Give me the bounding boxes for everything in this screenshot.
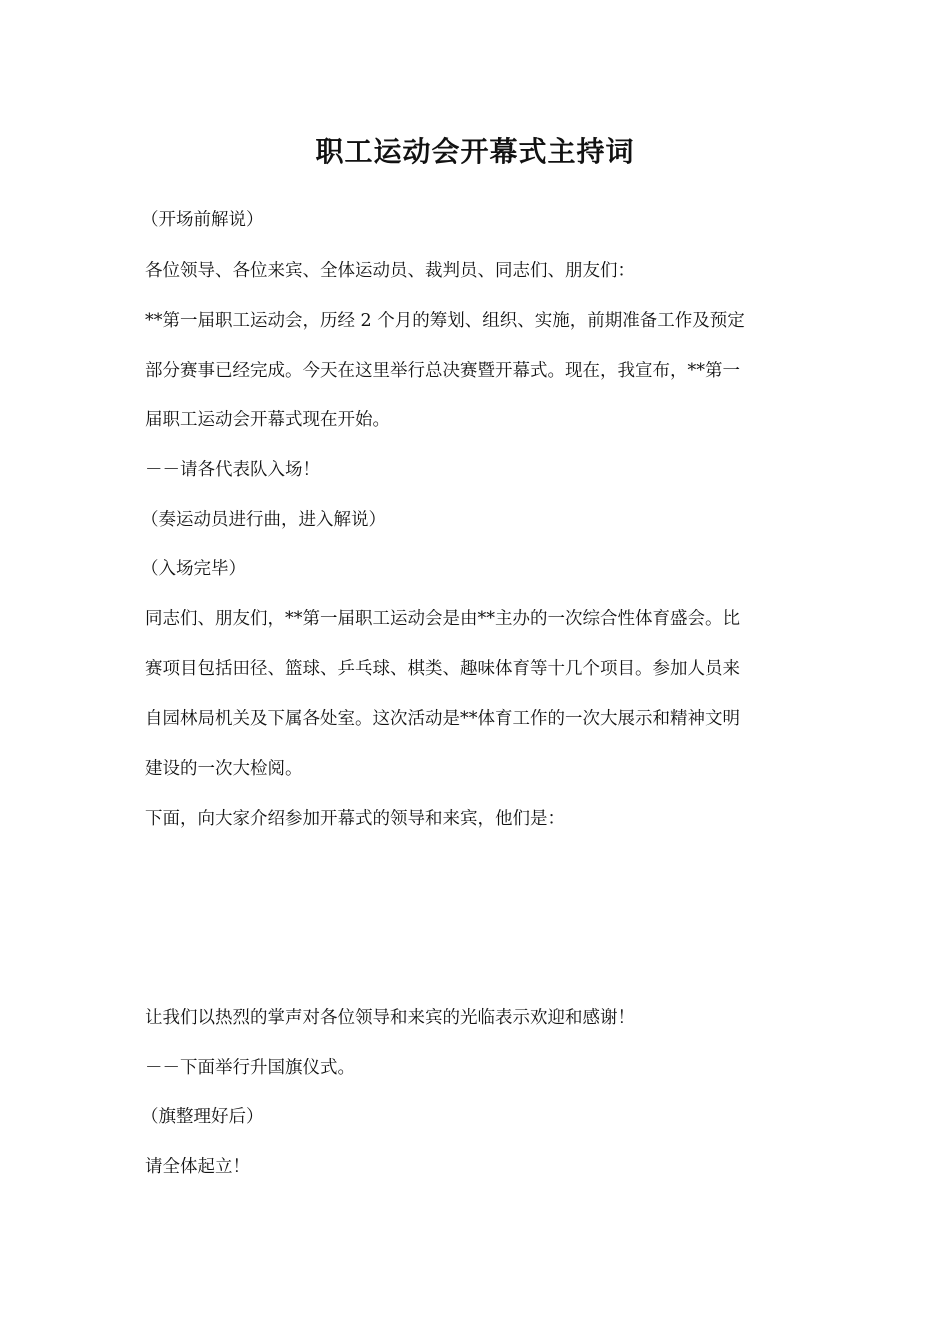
- paragraph-line: －－下面举行升国旗仪式。: [145, 1058, 355, 1078]
- paragraph-line: **第一届职工运动会，历经 2 个月的筹划、组织、实施，前期准备工作及预定: [145, 311, 745, 331]
- paragraph-line: 部分赛事已经完成。今天在这里举行总决赛暨开幕式。现在，我宣布，**第一: [145, 361, 740, 381]
- paragraph-line: 届职工运动会开幕式现在开始。: [145, 410, 390, 430]
- document-title: 职工运动会开幕式主持词: [315, 135, 635, 168]
- paragraph-line: 下面，向大家介绍参加开幕式的领导和来宾，他们是：: [145, 809, 565, 829]
- stage-direction: （奏运动员进行曲，进入解说）: [141, 510, 386, 530]
- paragraph-line: －－请各代表队入场！: [145, 460, 320, 480]
- stage-direction: （入场完毕）: [141, 559, 246, 579]
- paragraph-line: 让我们以热烈的掌声对各位领导和来宾的光临表示欢迎和感谢！: [145, 1008, 635, 1028]
- stage-direction: （旗整理好后）: [141, 1107, 264, 1127]
- paragraph-line: 各位领导、各位来宾、全体运动员、裁判员、同志们、朋友们：: [145, 261, 635, 281]
- paragraph-line: 建设的一次大检阅。: [145, 759, 303, 779]
- paragraph-line: 请全体起立！: [145, 1157, 250, 1177]
- paragraph-line: 同志们、朋友们，**第一届职工运动会是由**主办的一次综合性体育盛会。比: [145, 609, 740, 629]
- paragraph-line: 赛项目包括田径、篮球、乒乓球、棋类、趣味体育等十几个项目。参加人员来: [145, 659, 740, 679]
- paragraph-line: 自园林局机关及下属各处室。这次活动是**体育工作的一次大展示和精神文明: [145, 709, 740, 729]
- stage-direction: （开场前解说）: [141, 210, 264, 230]
